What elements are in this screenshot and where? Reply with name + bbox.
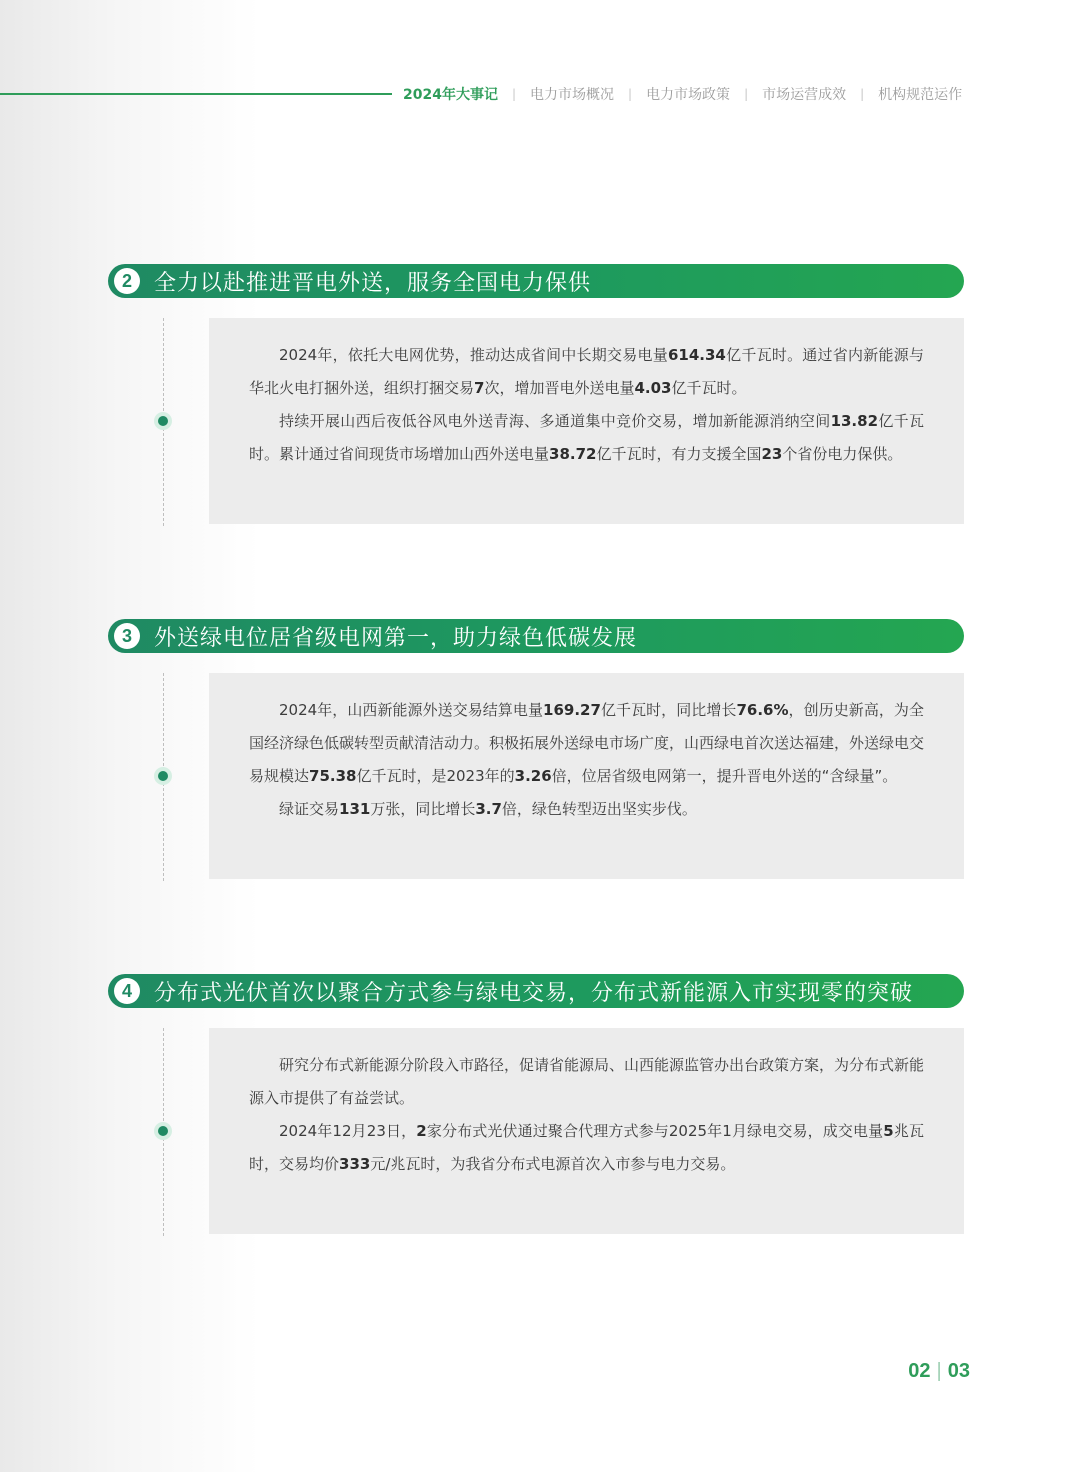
content-card [209,318,964,524]
paragraph: 持续开展山西后夜低谷风电外送青海、多通道集中竞价交易，增加新能源消纳空间13.82亿千瓦时。累计通过省间现货市场增加山西外送电量38.72亿千瓦时，有力支援全国23个省份电力保供。 [249,412,924,463]
page-number-separator: | [936,1360,942,1382]
page-numbers [908,1360,970,1383]
nav-item-events-2024[interactable]: 2024年大事记 [403,87,498,103]
content-card [209,1028,964,1234]
paragraph: 2024年，依托大电网优势，推动达成省间中长期交易电量614.34亿千瓦时。通过省内新能源与华北火电打捆外送，组织打捆交易7次，增加晋电外送电量4.03亿千瓦时。 [249,346,924,397]
paragraph: 研究分布式新能源分阶段入市路径，促请省能源局、山西能源监管办出台政策方案，为分布式新能源入市提供了有益尝试。 [249,1056,925,1107]
timeline-dot-icon [154,412,172,430]
section-title-bar [108,974,964,1008]
nav-separator: | [744,87,749,101]
section-number-badge: 4 [114,978,140,1004]
section-title: 全力以赴推进晋电外送，服务全国电力保供 [154,270,592,296]
nav-item-operation-results[interactable]: 市场运营成效 [762,87,847,103]
timeline-dot-icon [154,1122,172,1140]
nav-item-market-overview[interactable]: 电力市场概况 [530,87,615,103]
nav-separator: | [860,87,865,101]
timeline-dot-icon [154,767,172,785]
section-title: 分布式光伏首次以聚合方式参与绿电交易，分布式新能源入市实现零的突破 [154,980,914,1006]
section-title-bar [108,264,964,298]
nav-separator: | [628,87,633,101]
section-title-bar [108,619,964,653]
paragraph: 绿证交易131万张，同比增长3.7倍，绿色转型迈出坚实步伐。 [279,800,697,818]
page-number-left: 02 [908,1360,931,1382]
paragraph: 2024年，山西新能源外送交易结算电量169.27亿千瓦时，同比增长76.6%，创历史新高，为全国经济绿色低碳转型贡献清洁动力。积极拓展外送绿电市场广度，山西绿电首次送达福建，外送绿电交易规模达75.38亿千瓦时，是2023年的3.26倍，位居省级电网第一，提升晋电外送的“含绿量”。 [249,701,925,785]
page-number-right: 03 [947,1360,970,1382]
header-rule [0,93,392,95]
top-navigation [403,84,962,104]
paragraph: 2024年12月23日，2家分布式光伏通过聚合代理方式参与2025年1月绿电交易，成交电量5兆瓦时，交易均价333元/兆瓦时，为我省分布式电源首次入市参与电力交易。 [249,1122,924,1173]
section-title: 外送绿电位居省级电网第一，助力绿色低碳发展 [154,625,638,651]
section-number-badge: 3 [114,623,140,649]
content-card [209,673,964,879]
nav-separator: | [511,87,517,101]
nav-item-market-policy[interactable]: 电力市场政策 [646,87,731,103]
section-number-badge: 2 [114,268,140,294]
nav-item-institution-operation[interactable]: 机构规范运作 [878,87,963,103]
